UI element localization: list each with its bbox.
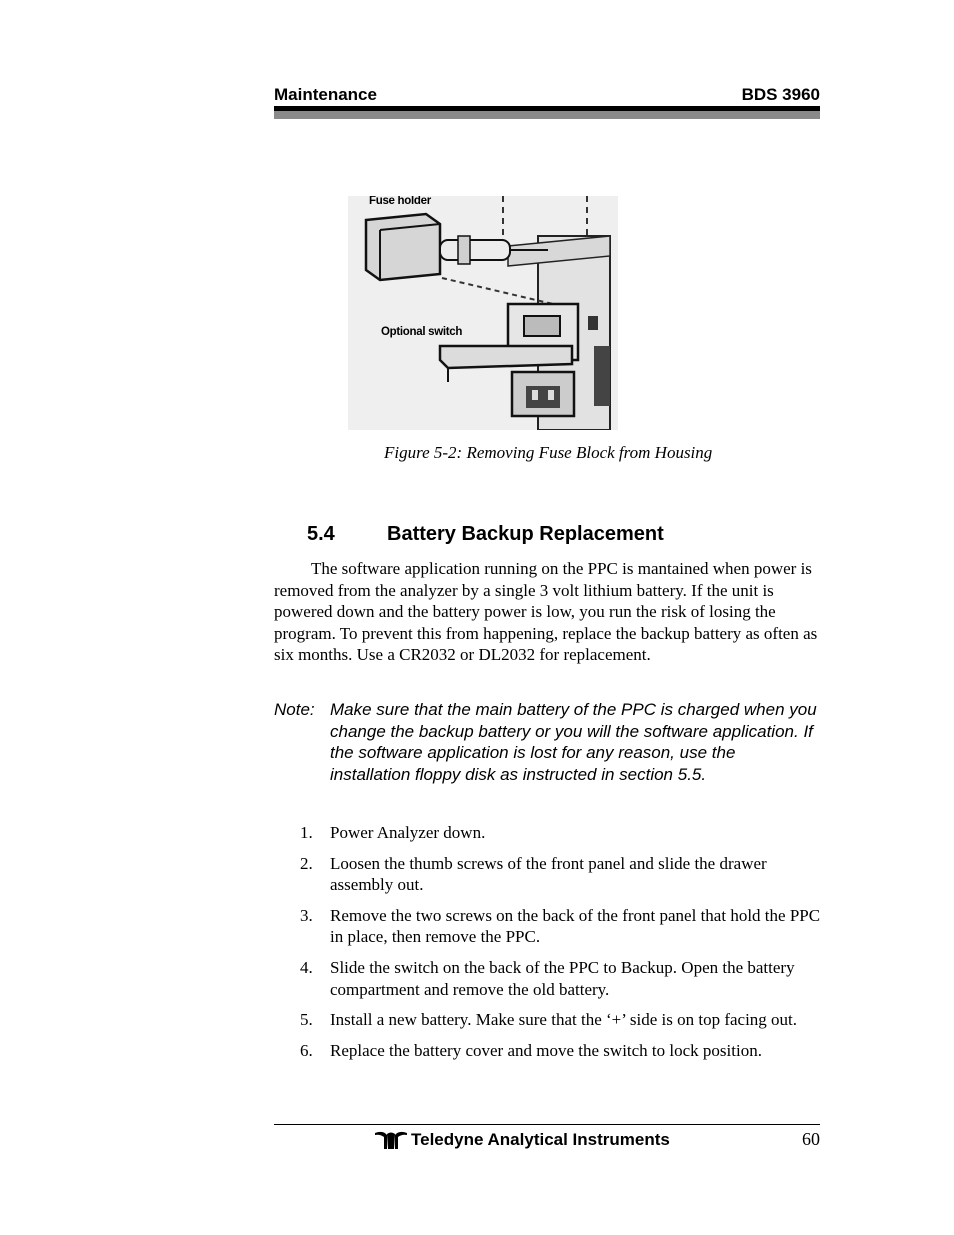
note-label: Note: [274, 700, 315, 719]
procedure-steps [300, 822, 822, 1070]
header-section-name: Maintenance [274, 85, 377, 104]
step-text: Power Analyzer down. [330, 823, 486, 842]
figure-caption: Figure 5-2: Removing Fuse Block from Housing [384, 443, 713, 462]
fuse-holder-label: Fuse holder [369, 196, 431, 207]
section-title: Battery Backup Replacement [387, 523, 664, 545]
optional-switch-label: Optional switch [381, 326, 463, 338]
step-number: 4. [300, 957, 313, 977]
header-product-name: BDS 3960 [741, 85, 820, 104]
page-number: 60 [802, 1129, 820, 1149]
list-item [300, 822, 822, 844]
list-item [300, 957, 822, 1000]
page-header [274, 85, 820, 105]
footer-company: Teledyne Analytical Instruments [411, 1130, 670, 1149]
list-item [300, 1009, 822, 1031]
note-text: Make sure that the main battery of the PPC is charged when you change the backup battery or you will the software application. If the software application is lost for any reason, use the installation floppy disk as instructed in section 5.5. [330, 700, 817, 784]
step-text: Install a new battery. Make sure that the ‘+’ side is on top facing out. [330, 1010, 798, 1030]
step-text: Remove the two screws on the back of the front panel that hold the PPC in place, then remove the PPC. [330, 905, 821, 947]
step-number: 2. [300, 853, 313, 873]
step-text: Slide the switch on the back of the PPC to Backup. Open the battery compartment and remove the old battery. [330, 957, 795, 999]
section-number: 5.4 [307, 523, 335, 545]
teledyne-logo-icon [374, 1130, 408, 1150]
step-text: Replace the battery cover and move the switch to lock position. [330, 1040, 762, 1060]
step-number: 5. [300, 1010, 313, 1030]
body-paragraph-text: The software application running on the PPC is mantained when power is removed from the analyzer by a single 3 volt lithium battery. If the unit is powered down and the battery power is low, you run the risk of losing the program. To prevent this from happening, replace the backup battery as often as six months. Use a CR2032 or DL2032 for replacement. [274, 559, 818, 665]
body-paragraph [274, 558, 822, 666]
footer-rule [274, 1124, 820, 1125]
header-rule-gray [274, 111, 820, 119]
step-text: Loosen the thumb screws of the front panel and slide the drawer assembly out. [330, 853, 767, 895]
step-number: 6. [300, 1040, 313, 1060]
list-item [300, 853, 822, 896]
list-item [300, 905, 822, 948]
step-number: 1. [300, 823, 313, 842]
step-number: 3. [300, 905, 313, 925]
fuse-block-drawing [348, 196, 618, 430]
fuse-block-figure [348, 196, 618, 430]
list-item [300, 1040, 822, 1062]
